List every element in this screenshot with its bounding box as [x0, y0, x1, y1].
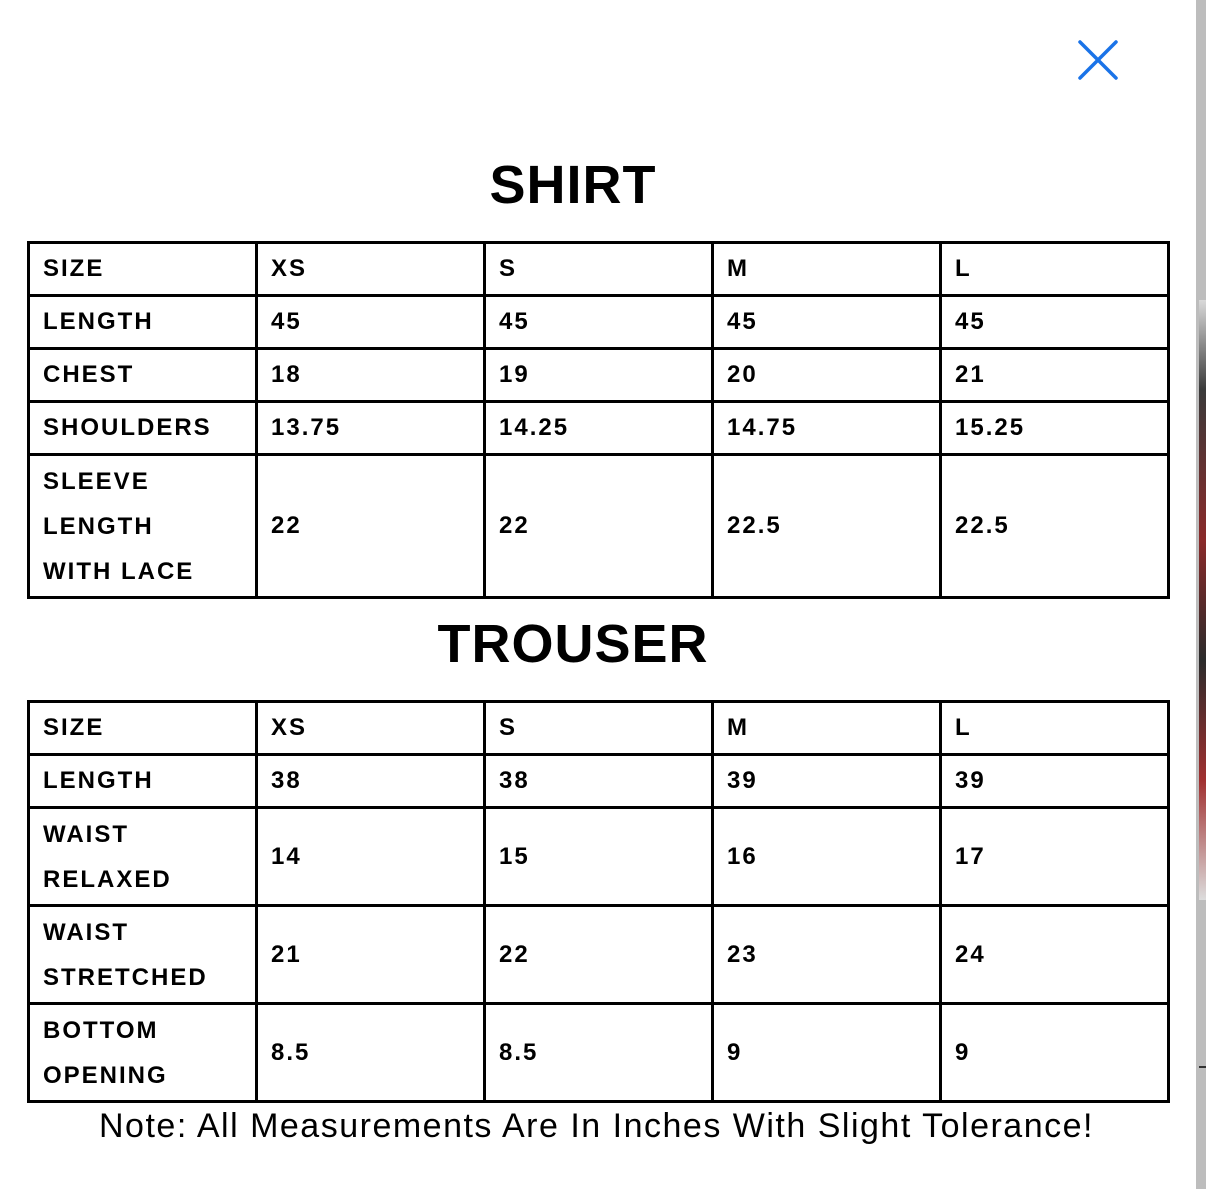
row-label: SHOULDERS	[29, 402, 257, 455]
value-cell: 13.75	[257, 402, 485, 455]
value-cell: 22	[485, 455, 713, 598]
shirt-title: SHIRT	[489, 155, 657, 215]
value-cell: 22	[485, 906, 713, 1004]
value-cell: 15.25	[941, 402, 1169, 455]
row-label	[29, 455, 257, 598]
value-cell: 9	[713, 1004, 941, 1102]
row-label: LENGTH	[29, 755, 257, 808]
value-cell: 8.5	[485, 1004, 713, 1102]
value-cell: 39	[941, 755, 1169, 808]
value-cell: 45	[257, 296, 485, 349]
table-row	[29, 1004, 1169, 1102]
measurement-note: Note: All Measurements Are In Inches With Slight Tolerance!	[99, 1107, 1094, 1145]
value-cell: 24	[941, 906, 1169, 1004]
table-row	[29, 755, 1169, 808]
value-cell: 8.5	[257, 1004, 485, 1102]
row-label	[29, 906, 257, 1004]
value-cell: 18	[257, 349, 485, 402]
row-label: CHEST	[29, 349, 257, 402]
value-cell: 22.5	[713, 455, 941, 598]
value-cell: 14.75	[713, 402, 941, 455]
value-cell: 17	[941, 808, 1169, 906]
row-label	[29, 1004, 257, 1102]
background-page-edge	[1196, 0, 1206, 1189]
value-cell: 14	[257, 808, 485, 906]
header-cell: L	[941, 702, 1169, 755]
value-cell: 38	[257, 755, 485, 808]
value-cell: 9	[941, 1004, 1169, 1102]
header-cell: XS	[257, 243, 485, 296]
close-button[interactable]	[1072, 34, 1124, 86]
table-row	[29, 808, 1169, 906]
header-cell: XS	[257, 702, 485, 755]
header-cell: M	[713, 243, 941, 296]
value-cell: 45	[941, 296, 1169, 349]
value-cell: 20	[713, 349, 941, 402]
trouser-size-table	[27, 700, 1170, 1103]
value-cell: 22	[257, 455, 485, 598]
value-cell: 45	[713, 296, 941, 349]
value-cell: 23	[713, 906, 941, 1004]
value-cell: 38	[485, 755, 713, 808]
row-label: LENGTH	[29, 296, 257, 349]
trouser-title: TROUSER	[437, 614, 709, 674]
value-cell: 39	[713, 755, 941, 808]
background-divider	[1199, 1066, 1206, 1068]
header-cell: M	[713, 702, 941, 755]
row-label-line: SLEEVE	[43, 467, 150, 495]
row-label-line: OPENING	[43, 1061, 168, 1089]
table-header-row	[29, 702, 1169, 755]
table-row	[29, 402, 1169, 455]
header-cell: L	[941, 243, 1169, 296]
header-cell: SIZE	[29, 702, 257, 755]
value-cell: 14.25	[485, 402, 713, 455]
row-label-line: WITH LACE	[43, 557, 195, 585]
value-cell: 22.5	[941, 455, 1169, 598]
value-cell: 19	[485, 349, 713, 402]
row-label	[29, 808, 257, 906]
row-label-line: RELAXED	[43, 865, 172, 893]
header-cell: SIZE	[29, 243, 257, 296]
value-cell: 45	[485, 296, 713, 349]
value-cell: 15	[485, 808, 713, 906]
close-icon	[1072, 34, 1124, 86]
value-cell: 16	[713, 808, 941, 906]
header-cell: S	[485, 243, 713, 296]
row-label-line: WAIST	[43, 820, 129, 848]
row-label-line: WAIST	[43, 918, 129, 946]
table-row	[29, 296, 1169, 349]
shirt-size-table	[27, 241, 1170, 599]
table-row	[29, 455, 1169, 598]
value-cell: 21	[941, 349, 1169, 402]
row-label-line: BOTTOM	[43, 1016, 159, 1044]
table-row	[29, 349, 1169, 402]
background-product-image	[1199, 300, 1206, 900]
value-cell: 21	[257, 906, 485, 1004]
header-cell: S	[485, 702, 713, 755]
row-label-line: LENGTH	[43, 512, 154, 540]
table-header-row	[29, 243, 1169, 296]
row-label-line: STRETCHED	[43, 963, 208, 991]
table-row	[29, 906, 1169, 1004]
